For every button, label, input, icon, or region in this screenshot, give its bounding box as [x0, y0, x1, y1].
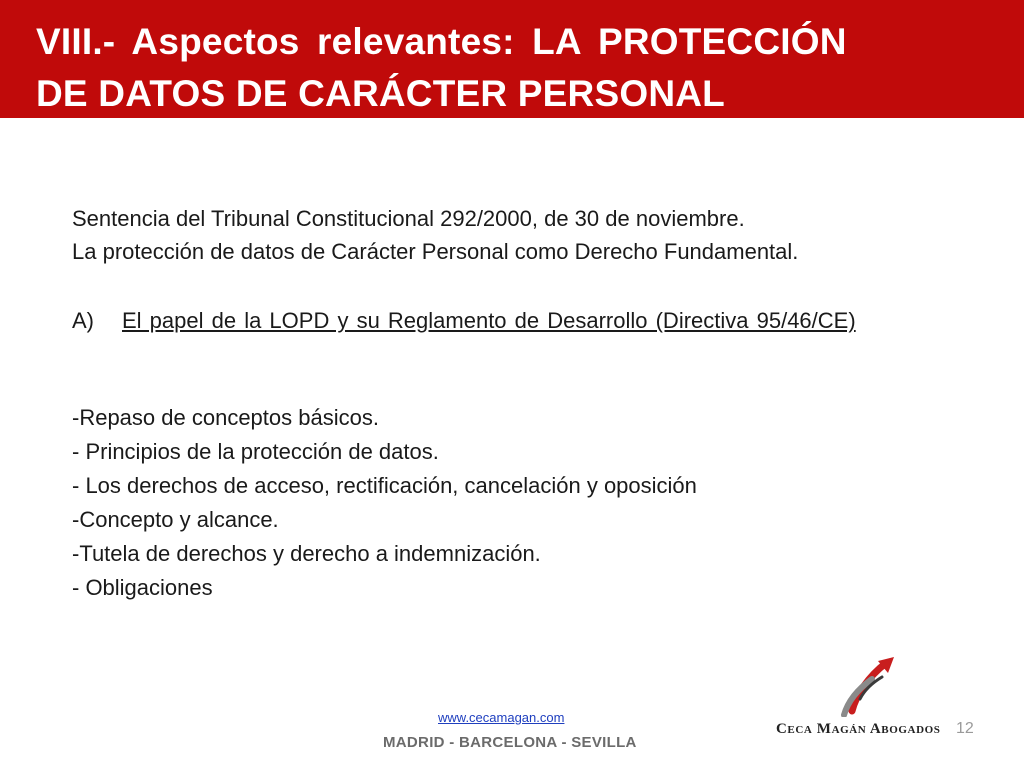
slide-title-line-2: DE DATOS DE CARÁCTER PERSONAL — [36, 73, 725, 114]
list-item: -Concepto y alcance. — [72, 507, 279, 532]
company-logo — [776, 655, 972, 745]
title-bar — [0, 0, 1024, 118]
topic-list — [72, 401, 697, 605]
list-item: - Los derechos de acceso, rectificación, cancelación y oposición — [72, 473, 697, 498]
slide-title-line-1: VIII.- Aspectos relevantes: LA PROTECCIÓN — [36, 21, 847, 62]
page-number: 12 — [956, 720, 974, 737]
list-item: -Tutela de derechos y derecho a indemnización. — [72, 541, 541, 566]
logo-arrow-icon — [838, 655, 898, 717]
list-item: - Obligaciones — [72, 575, 213, 600]
intro-fundamental-right: La protección de datos de Carácter Personal como Derecho Fundamental. — [72, 239, 799, 264]
logo-text: Ceca Magán Abogados — [776, 721, 941, 737]
item-a-text: El papel de la LOPD y su Reglamento de Desarrollo (Directiva 95/46/CE) — [122, 308, 856, 333]
item-a-marker: A) — [72, 308, 94, 333]
intro-sentence: Sentencia del Tribunal Constitucional 292/2000, de 30 de noviembre. — [72, 206, 745, 231]
list-item: -Repaso de conceptos básicos. — [72, 405, 379, 430]
footer-cities: MADRID - BARCELONA - SEVILLA — [383, 734, 637, 751]
list-item: - Principios de la protección de datos. — [72, 439, 439, 464]
website-link[interactable]: www.cecamagan.com — [438, 710, 565, 725]
item-a — [72, 308, 920, 334]
